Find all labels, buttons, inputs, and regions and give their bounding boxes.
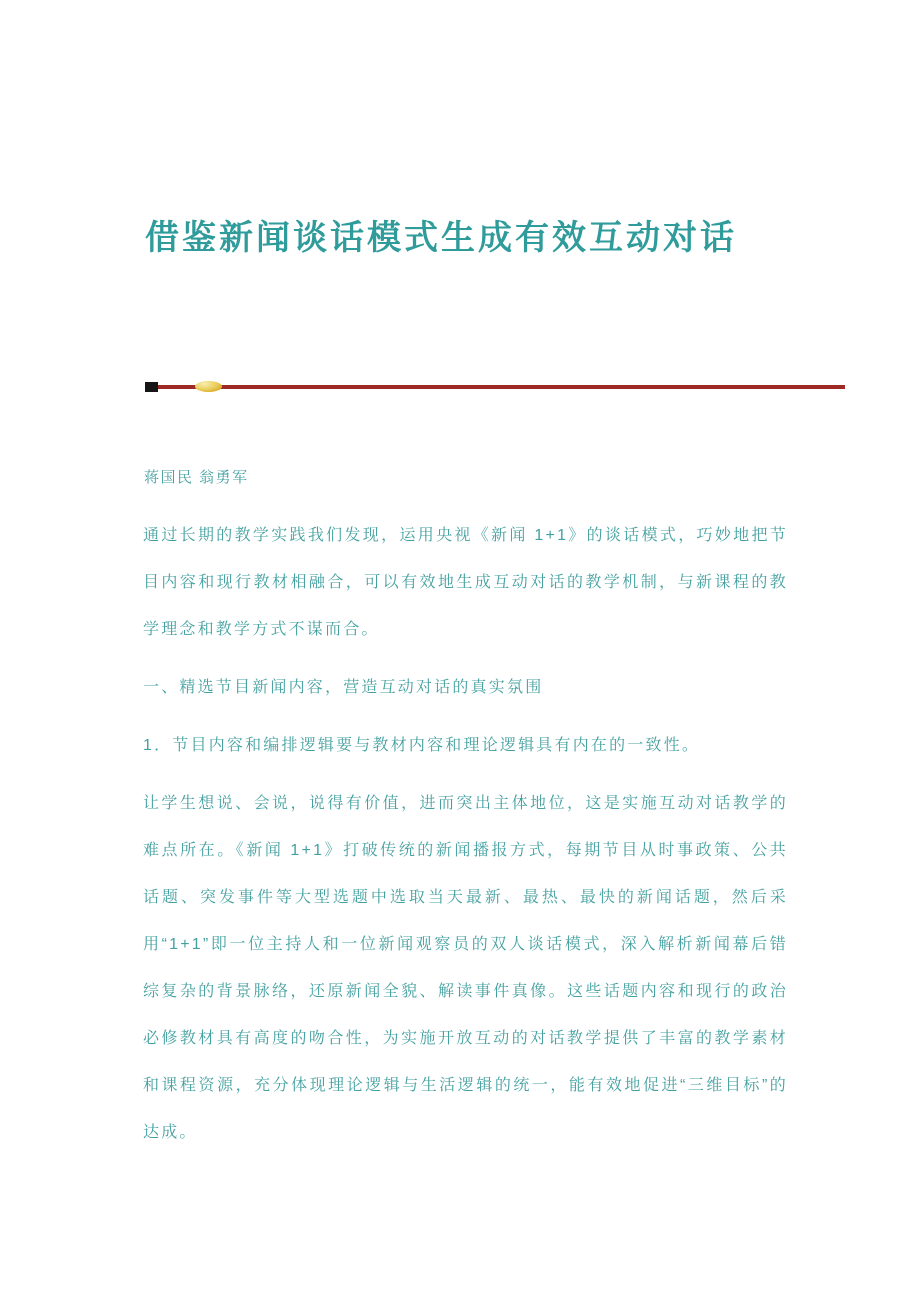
paragraph-body: 让学生想说、会说，说得有价值，进而突出主体地位，这是实施互动对话教学的难点所在。《新闻 1+1》打破传统的新闻播报方式，每期节目从时事政策、公共话题、突发事件等大型选题中选取当天最新、最热、最快的新闻话题，然后采用“1+1”即一位主持人和一位新闻观察员的双人谈话模式，深入解析新闻幕后错综复杂的背景脉络，还原新闻全貌、解读事件真像。这些话题内容和现行的政治必修教材具有高度的吻合性，为实施开放互动的对话教学提供了丰富的教学素材和课程资源，充分体现理论逻辑与生活逻辑的统一，能有效地促进“三维目标”的达成。 xyxy=(143,795,788,1141)
authors-byline: 蒋国民 翁勇军 xyxy=(144,469,249,486)
paragraph-intro: 通过长期的教学实践我们发现，运用央视《新闻 1+1》的谈话模式，巧妙地把节目内容和现行教材相融合，可以有效地生成互动对话的教学机制，与新课程的教学理念和教学方式不谋而合。 xyxy=(143,527,788,638)
section-heading: 一、精选节目新闻内容，营造互动对话的真实氛围 xyxy=(143,679,544,696)
divider-line xyxy=(145,385,845,389)
page-title: 借鉴新闻谈话模式生成有效互动对话 xyxy=(145,220,737,257)
subsection-heading: 1．节目内容和编排逻辑要与教材内容和理论逻辑具有内在的一致性。 xyxy=(143,737,701,754)
article-body xyxy=(143,512,788,1167)
divider-square-ornament xyxy=(145,382,158,392)
title-divider xyxy=(145,380,845,394)
divider-ellipse-ornament xyxy=(195,381,222,392)
